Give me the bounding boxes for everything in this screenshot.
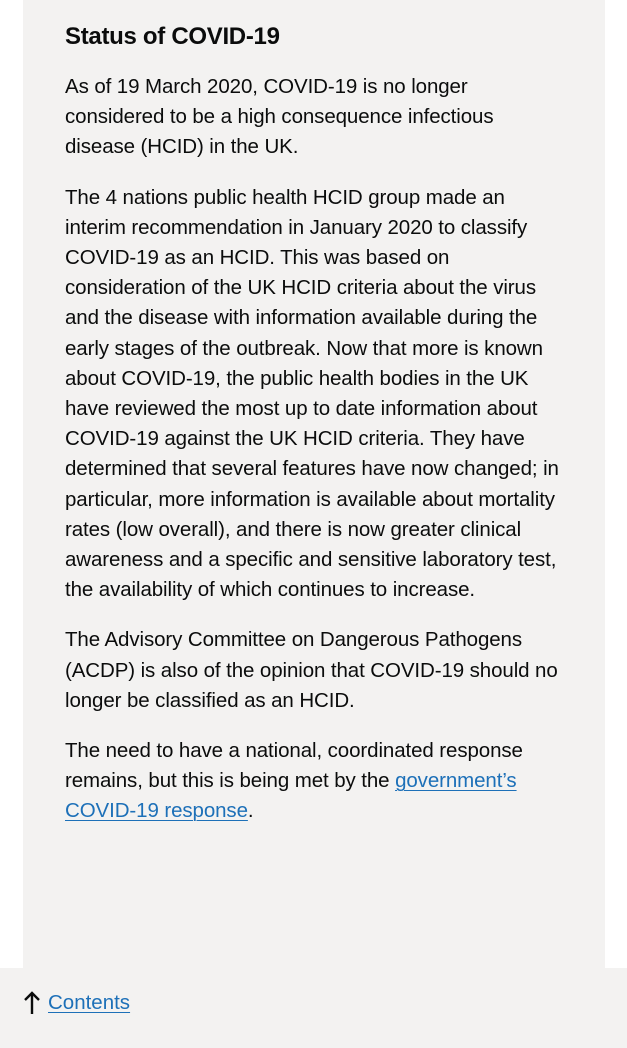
contents-link[interactable] — [22, 988, 130, 1018]
section-heading: Status of COVID-19 — [65, 23, 280, 50]
paragraph-3: The Advisory Committee on Dangerous Pathogens (ACDP) is also of the opinion that COVID-19 should no longer be classified as an HCID. — [65, 628, 558, 712]
paragraph-2: The 4 nations public health HCID group made an interim recommendation in January 2020 to classify COVID-19 as an HCID. This was based on consideration of the UK HCID criteria about the virus and the disease with information available during the early stages of the outbreak. Now that more is known about COVID-19, the public health bodies in the UK have reviewed the most up to date information about COVID-19 against the UK HCID criteria. They have determined that several features have now changed; in particular, more information is available about mortality rates (low overall), and there is now greater clinical awareness and a specific and sensitive laboratory test, the availability of which continues to increase. — [65, 185, 559, 602]
government-covid-response-link[interactable]: government’s COVID-19 response — [65, 769, 517, 823]
contents-link-label: Contents — [48, 991, 131, 1014]
paragraph-4-end: . — [247, 799, 254, 823]
arrow-up-icon — [22, 990, 42, 1016]
paragraph-1: As of 19 March 2020, COVID-19 is no longer considered to be a high consequence infectious disease (HCID) in the UK. — [65, 75, 494, 159]
paragraph-4-text: The need to have a national, coordinated response remains, but this is being met by the — [65, 739, 523, 793]
covid-status-callout — [23, 0, 605, 968]
footer-bar — [0, 968, 627, 1048]
paragraph-4 — [65, 736, 563, 827]
